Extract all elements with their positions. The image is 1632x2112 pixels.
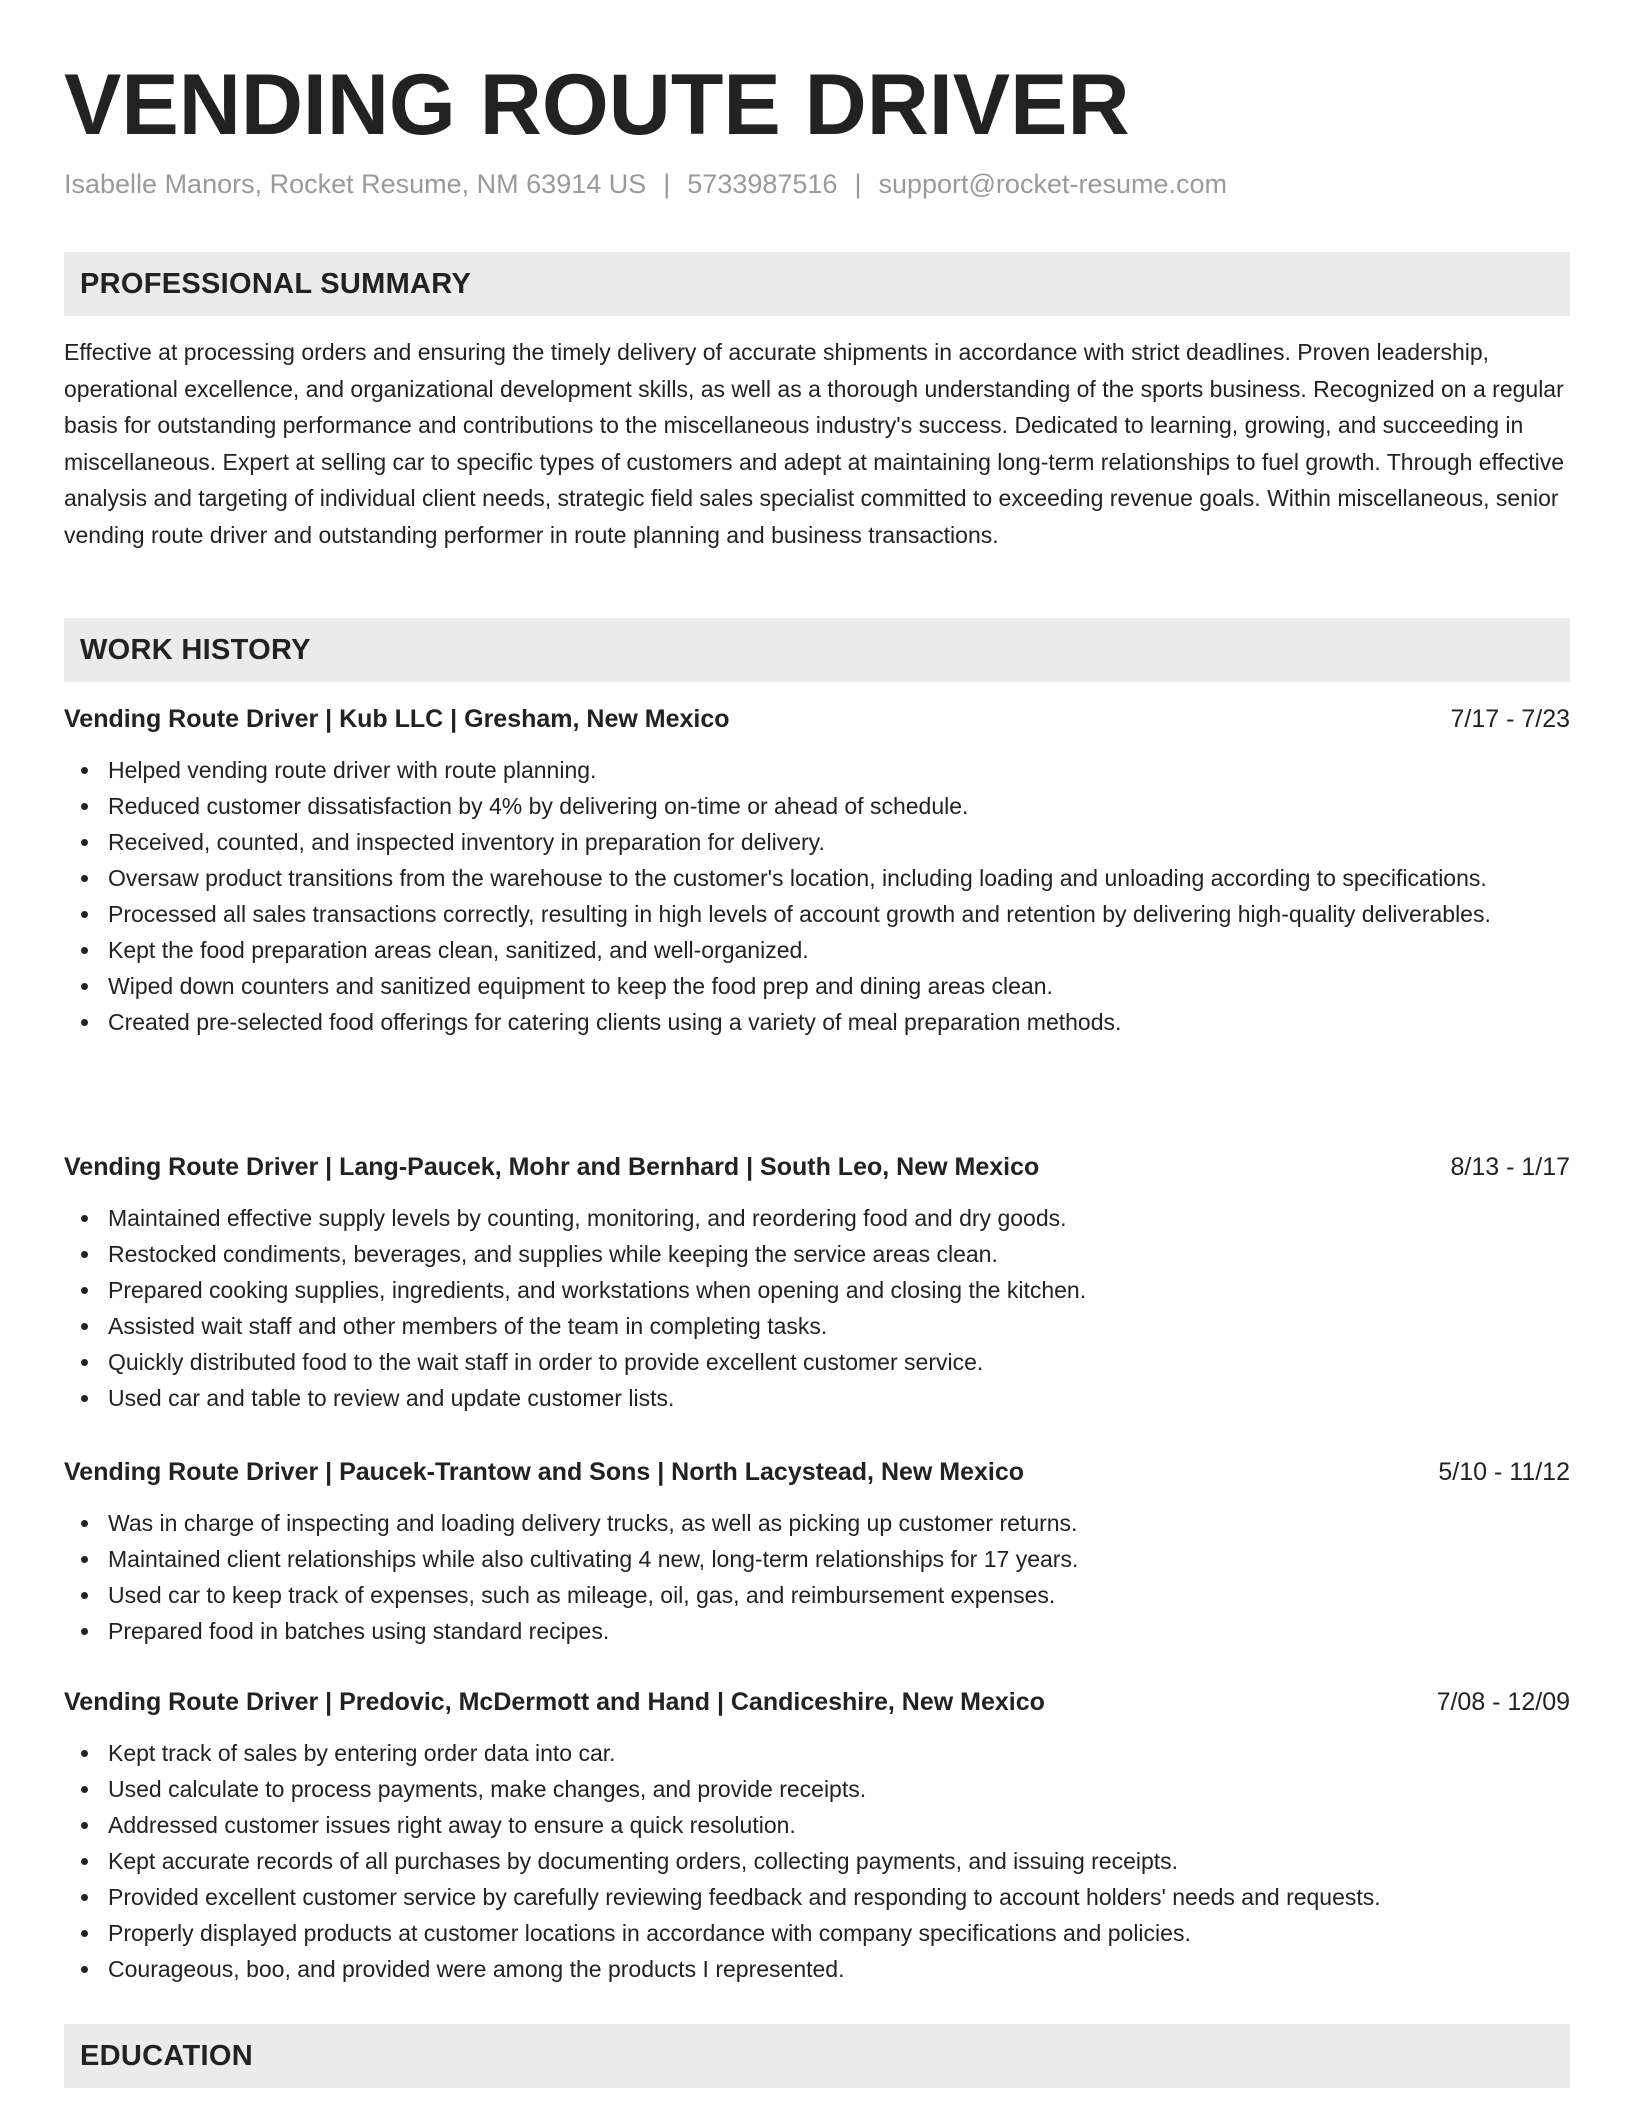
- list-item: Was in charge of inspecting and loading delivery trucks, as well as picking up customer returns.: [64, 1505, 1570, 1541]
- list-item: Used calculate to process payments, make changes, and provide receipts.: [64, 1771, 1570, 1807]
- job-header: [64, 1453, 1570, 1491]
- list-item: Maintained effective supply levels by counting, monitoring, and reordering food and dry goods.: [64, 1200, 1570, 1236]
- list-item: Maintained client relationships while also cultivating 4 new, long-term relationships for 17 years.: [64, 1541, 1570, 1577]
- job-bullets: [64, 752, 1570, 1040]
- list-item: Courageous, boo, and provided were among the products I represented.: [64, 1951, 1570, 1987]
- job-header: [64, 1148, 1570, 1186]
- job-title: Vending Route Driver | Predovic, McDermott and Hand | Candiceshire, New Mexico: [64, 1688, 1045, 1716]
- section-header-summary: [64, 252, 1570, 316]
- job-dates: 7/17 - 7/23: [1450, 705, 1570, 733]
- section-header-education: [64, 2024, 1570, 2088]
- list-item: Quickly distributed food to the wait staff in order to provide excellent customer service.: [64, 1344, 1570, 1380]
- job-entry: [64, 700, 1570, 1040]
- job-dates: 8/13 - 1/17: [1450, 1153, 1570, 1181]
- list-item: Properly displayed products at customer locations in accordance with company specifications and policies.: [64, 1915, 1570, 1951]
- job-dates: 5/10 - 11/12: [1438, 1458, 1570, 1486]
- list-item: Created pre-selected food offerings for catering clients using a variety of meal preparation methods.: [64, 1004, 1570, 1040]
- list-item: Processed all sales transactions correctly, resulting in high levels of account growth and retention by delivering high-quality deliverables.: [64, 896, 1570, 932]
- job-title: Vending Route Driver | Paucek-Trantow and Sons | North Lacystead, New Mexico: [64, 1458, 1025, 1486]
- list-item: Helped vending route driver with route planning.: [64, 752, 1570, 788]
- list-item: Kept the food preparation areas clean, sanitized, and well-organized.: [64, 932, 1570, 968]
- job-entry: [64, 1683, 1570, 1987]
- contact-line: [64, 166, 1227, 202]
- job-bullets: [64, 1735, 1570, 1987]
- job-title: Vending Route Driver | Kub LLC | Gresham, New Mexico: [64, 705, 730, 733]
- contact-phone: 5733987516: [687, 169, 838, 199]
- job-bullets: [64, 1505, 1570, 1649]
- job-title: Vending Route Driver | Lang-Paucek, Mohr and Bernhard | South Leo, New Mexico: [64, 1153, 1040, 1181]
- list-item: Provided excellent customer service by carefully reviewing feedback and responding to account holders' needs and requests.: [64, 1879, 1570, 1915]
- list-item: Restocked condiments, beverages, and supplies while keeping the service areas clean.: [64, 1236, 1570, 1272]
- list-item: Reduced customer dissatisfaction by 4% by delivering on-time or ahead of schedule.: [64, 788, 1570, 824]
- resume-title: VENDING ROUTE DRIVER: [64, 57, 1130, 153]
- list-item: Prepared cooking supplies, ingredients, and workstations when opening and closing the kitchen.: [64, 1272, 1570, 1308]
- contact-address: Isabelle Manors, Rocket Resume, NM 63914 US: [64, 169, 647, 199]
- job-header: [64, 1683, 1570, 1721]
- list-item: Received, counted, and inspected inventory in preparation for delivery.: [64, 824, 1570, 860]
- list-item: Assisted wait staff and other members of the team in completing tasks.: [64, 1308, 1570, 1344]
- summary-text: Effective at processing orders and ensuring the timely delivery of accurate shipments in accordance with strict deadlines. Proven leadership, operational excellence, and organizational development skills, as well as a thorough understanding of the sports business. Recognized on a regular basis for outstanding performance and contributions to the miscellaneous industry's success. Dedicated to learning, growing, and succeeding in miscellaneous. Expert at selling car to specific types of customers and adept at maintaining long-term relationships to fuel growth. Through effective analysis and targeting of individual client needs, strategic field sales specialist committed to exceeding revenue goals. Within miscellaneous, senior vending route driver and outstanding performer in route planning and business transactions.: [64, 339, 1565, 548]
- job-entry: [64, 1148, 1570, 1416]
- contact-separator: |: [854, 169, 862, 199]
- job-dates: 7/08 - 12/09: [1436, 1688, 1570, 1716]
- list-item: Prepared food in batches using standard recipes.: [64, 1613, 1570, 1649]
- contact-separator: |: [663, 169, 671, 199]
- job-header: [64, 700, 1570, 738]
- list-item: Used car to keep track of expenses, such as mileage, oil, gas, and reimbursement expenses.: [64, 1577, 1570, 1613]
- list-item: Used car and table to review and update customer lists.: [64, 1380, 1570, 1416]
- contact-email: support@rocket-resume.com: [878, 169, 1227, 199]
- list-item: Wiped down counters and sanitized equipment to keep the food prep and dining areas clean.: [64, 968, 1570, 1004]
- section-title: PROFESSIONAL SUMMARY: [80, 268, 472, 300]
- job-entry: [64, 1453, 1570, 1649]
- section-title: EDUCATION: [80, 2040, 253, 2072]
- job-bullets: [64, 1200, 1570, 1416]
- list-item: Kept track of sales by entering order data into car.: [64, 1735, 1570, 1771]
- list-item: Addressed customer issues right away to ensure a quick resolution.: [64, 1807, 1570, 1843]
- list-item: Oversaw product transitions from the warehouse to the customer's location, including loading and unloading according to specifications.: [64, 860, 1570, 896]
- section-header-work-history: [64, 618, 1570, 682]
- list-item: Kept accurate records of all purchases by documenting orders, collecting payments, and issuing receipts.: [64, 1843, 1570, 1879]
- section-title: WORK HISTORY: [80, 634, 311, 666]
